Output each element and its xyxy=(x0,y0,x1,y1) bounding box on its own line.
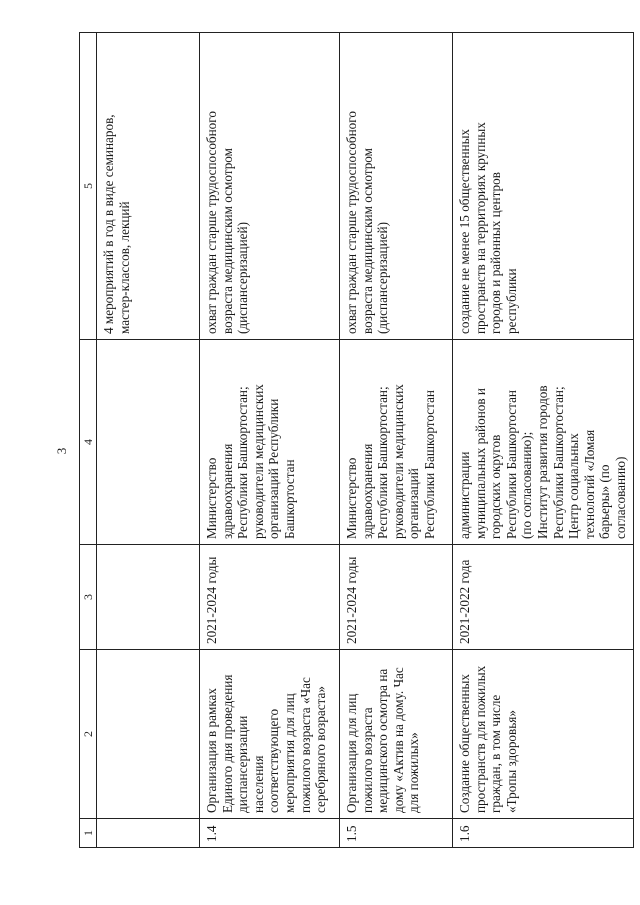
row-number: 1.5 xyxy=(340,819,453,848)
result-cell: 4 мероприятий в год в виде семинаров, мастер-классов, лекций xyxy=(97,33,200,340)
executors-cell: администрации муниципальных районов и городских округов Республики Башкортостан (по согласованию); Институт развития городов Республики Башкортостан; Центр социальных технологий «Ломая барьеры» (по согласованию) xyxy=(453,340,633,545)
header-col-4: 4 xyxy=(80,340,97,545)
page-number: 3 xyxy=(54,447,69,455)
period-cell: 2021-2022 года xyxy=(453,545,633,650)
result-cell: создание не менее 15 общественных пространств на территориях крупных городов и районных центров республики xyxy=(453,33,633,340)
header-col-3: 3 xyxy=(80,545,97,650)
period-cell: 2021-2024 годы xyxy=(340,545,453,650)
header-col-5: 5 xyxy=(80,33,97,340)
row-number: 1.6 xyxy=(453,819,633,848)
activity-cell: Организация для лиц пожилого возраста медицинского осмотра на дому «Актив на дому. Час для пожилых» xyxy=(340,650,453,819)
executors-cell: Министерство здравоохранения Республики Башкортостан; руководители медицинских организаций Республики Башкортостан xyxy=(200,340,340,545)
period-cell: 2021-2024 годы xyxy=(200,545,340,650)
table-row xyxy=(340,33,453,848)
table-row xyxy=(453,33,633,848)
executors-cell xyxy=(97,340,200,545)
row-number: 1.4 xyxy=(200,819,340,848)
header-col-2: 2 xyxy=(80,650,97,819)
table-row xyxy=(97,33,200,848)
header-col-1: 1 xyxy=(80,819,97,848)
rotated-table-container xyxy=(79,33,628,848)
result-cell: охват граждан старше трудоспособного возраста медицинским осмотром (диспансеризацией) xyxy=(340,33,453,340)
header-row xyxy=(80,33,97,848)
period-cell xyxy=(97,545,200,650)
measures-table xyxy=(79,32,634,848)
activity-cell: Создание общественных пространств для пожилых граждан, в том числе «Тропы здоровья» xyxy=(453,650,633,819)
executors-cell: Министерство здравоохранения Республики Башкортостан; руководители медицинских организаций Республики Башкортостан xyxy=(340,340,453,545)
document-table-area xyxy=(79,33,628,848)
table-row xyxy=(200,33,340,848)
row-number xyxy=(97,819,200,848)
result-cell: охват граждан старше трудоспособного возраста медицинским осмотром (диспансеризацией) xyxy=(200,33,340,340)
activity-cell xyxy=(97,650,200,819)
activity-cell: Организация в рамках Единого дня проведения диспансеризации населения соответствующего мероприятия для лиц пожилого возраста «Час серебряного возраста» xyxy=(200,650,340,819)
